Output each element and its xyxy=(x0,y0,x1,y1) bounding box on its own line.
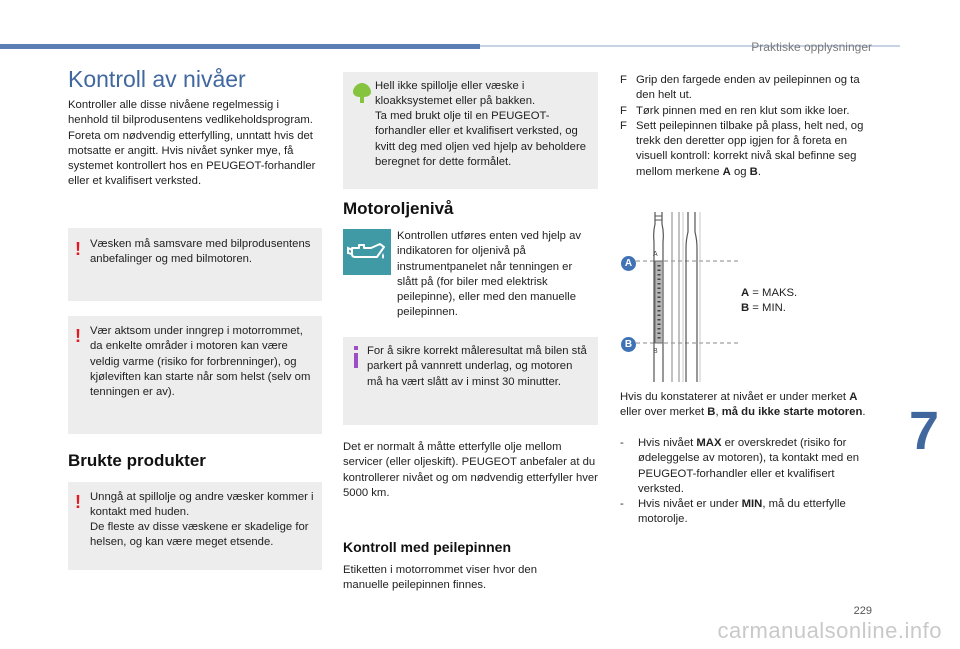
oil-warning-indicator xyxy=(343,229,391,275)
warning-box-products xyxy=(68,482,322,570)
oil-change-text: Det er normalt å måtte etterfylle olje mellom servicer (eller oljeskift). PEUGEOT anbefaler at du kontrollerer nivået og om nødvendig etterfyller hver 5000 km. xyxy=(343,441,598,499)
watermark: carmanualsonline.info xyxy=(717,618,942,643)
page-title: Kontroll av nivåer xyxy=(68,66,246,92)
page-number: 229 xyxy=(853,605,872,617)
info-icon xyxy=(351,346,361,368)
step-item: F Tørk pinnen med en ren klut som ikke loer. xyxy=(620,104,850,117)
action-item: - Hvis nivået er under MIN, må du etterfylle motorolje. xyxy=(620,498,846,526)
dipstick-steps xyxy=(620,73,872,180)
environment-box xyxy=(343,72,598,189)
legend-max: A = MAKS. xyxy=(741,287,798,299)
level-status-text: Hvis du konstaterer at nivået er under merket A eller over merket B, må du ikke starte motoren. xyxy=(620,391,866,419)
oil-level-heading: Motoroljenivå xyxy=(343,199,454,218)
action-item: - Hvis nivået MAX er overskredet (risiko for ødeleggelse av motoren), ta kontakt med en PEUGEOT-forhandler eller et kvalifisert verksted. xyxy=(620,437,860,495)
warning-text-engine: Vær aktsom under inngrep i motorrommet, da enkelte områder i motoren kan være veldig varme (risiko for forbrenninger), og kjøleviften kan starte når som helst (selv om tenningen er av). xyxy=(90,325,311,399)
warning-icon: ! xyxy=(75,326,81,346)
chapter-number: 7 xyxy=(908,401,940,461)
marker-b-badge: B xyxy=(621,337,636,352)
warning-box-fluid xyxy=(68,228,322,301)
environment-text-2: Ta med brukt olje til en PEUGEOT-forhandler eller et kvalifisert verksted, og kvitt deg med oljen ved hjelp av beholdere beregnet for dette formålet. xyxy=(375,110,587,168)
step-item: F Grip den fargede enden av peilepinnen og ta den helt ut. xyxy=(620,74,860,102)
dipstick-illustration xyxy=(612,212,752,382)
legend-min: B = MIN. xyxy=(741,302,786,315)
used-products-heading: Brukte produkter xyxy=(68,451,206,470)
level-actions xyxy=(620,436,876,528)
dipstick-heading: Kontroll med peilepinnen xyxy=(343,539,512,555)
dipstick-legend xyxy=(741,286,831,317)
oil-can-icon xyxy=(343,229,391,275)
dipstick-text: Etiketten i motorrommet viser hvor den manuelle peilepinnen finnes. xyxy=(343,564,537,592)
marker-a-badge: A xyxy=(621,256,636,271)
environment-text-1: Hell ikke spillolje eller væske i kloakksystemet eller på bakken. xyxy=(375,80,536,108)
oil-level-text: Kontrollen utføres enten ved hjelp av indikatoren for oljenivå på instrumentpanelet når tenningen er slått på (for biler med elektrisk peilepinne), eller med den manuelle peilepinnen. xyxy=(397,230,581,319)
info-text: For å sikre korrekt måleresultat må bilen stå parkert på vannrett underlag, og motoren må ha vært slått av i minst 30 minutter. xyxy=(367,345,587,388)
step-item: F Sett peilepinnen tilbake på plass, helt ned, og trekk den deretter opp igjen for å foreta en visuell kontroll: korrekt nivå skal befinne seg mellom merkene A og B. xyxy=(620,119,864,178)
intro-text: Kontroller alle disse nivåene regelmessig i henhold til bilprodusentens vedlikeholdsprogram. Foreta om nødvendig etterfylling, unntatt hvis det motsatte er angitt. Hvis nivået synker mye, få systemet kontrollert hos en PEUGEOT-forhandler eller et kvalifisert verksted. xyxy=(68,99,316,188)
warning-text-products-1: Unngå at spillolje og andre væsker kommer i kontakt med huden. xyxy=(90,491,314,519)
warning-icon: ! xyxy=(75,492,81,512)
tree-icon xyxy=(351,82,373,104)
warning-icon: ! xyxy=(75,239,81,259)
header-accent-bar xyxy=(0,44,480,49)
info-box xyxy=(343,337,598,425)
svg-text:A: A xyxy=(653,251,658,258)
svg-text:B: B xyxy=(653,348,658,355)
warning-box-engine xyxy=(68,316,322,434)
warning-text-products-2: De fleste av disse væskene er skadelige for helsen, og kan være meget etsende. xyxy=(90,521,309,549)
section-title: Praktiske opplysninger xyxy=(751,40,872,54)
warning-text-fluid: Væsken må samsvare med bilprodusentens anbefalinger og med bilmotoren. xyxy=(90,238,311,266)
